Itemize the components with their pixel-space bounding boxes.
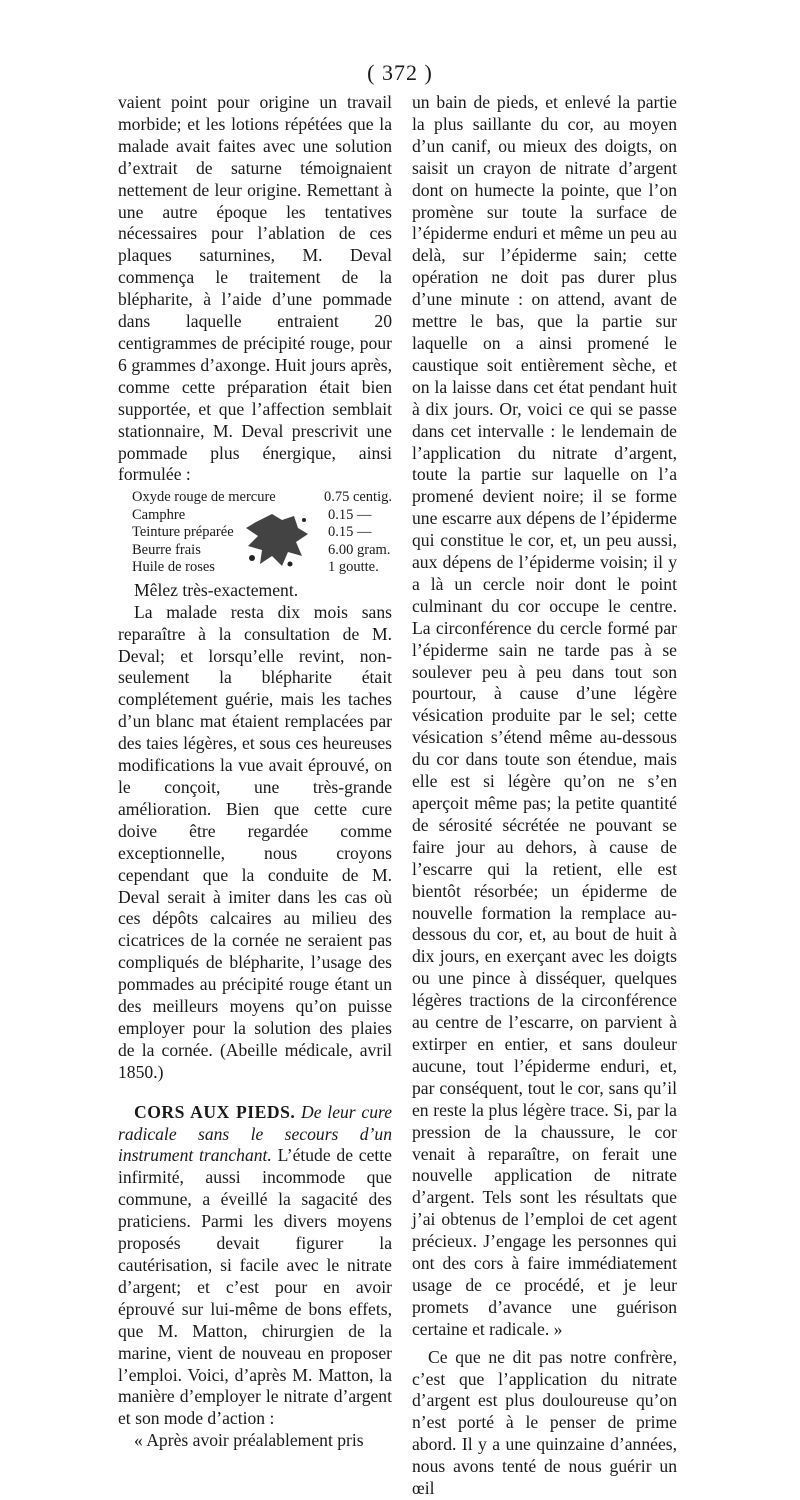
- right-paragraph-2: Ce que ne dit pas notre confrère, c’est que l’application du nitrate d’argent est plus douloureuse qu’on n’est porté à le penser de prime abord. Il y a une quinzaine d’années, nous avons tenté de nous guérir un œil: [412, 1346, 677, 1499]
- formula-row: [132, 559, 392, 577]
- formula-table: [132, 489, 392, 577]
- formula-ingredient: Beurre frais: [132, 541, 201, 558]
- left-column: [118, 92, 392, 1452]
- left-paragraph-1: vaient point pour origine un travail morbide; et les lotions répétées que la malade avait faites avec une solution d’extrait de saturne témoignaient nettement de leur origine. Remettant à une autre époque les tentatives nécessaires pour l’ablation de ces plaques saturnines, M. Deval commença le traitement de la blépharite, à l’aide d’une pommade dans laquelle entraient 20 centigrammes de précipité rouge, pour 6 grammes d’axonge. Huit jours après, comme cette préparation était bien supportée, et que l’affection semblait stationnaire, M. Deval prescrivit une pommade plus énergique, ainsi formulée :: [118, 92, 392, 485]
- spacer: [118, 1084, 392, 1102]
- formula-row: [132, 542, 392, 560]
- formula-quantity: 1 goutte.: [328, 559, 379, 576]
- formula-row: [132, 489, 392, 507]
- formula-ingredient: Teinture préparée: [132, 524, 234, 541]
- formula-row: [132, 507, 392, 525]
- source-citation: (Abeille médicale, avril 1850.): [118, 1039, 392, 1082]
- mix-instruction: Mêlez très-exactement.: [134, 579, 299, 600]
- formula-quantity: 0.15 —: [328, 524, 372, 541]
- left-paragraph-2: [118, 602, 392, 1084]
- left-paragraph-4: « Après avoir préalablement pris: [134, 1430, 364, 1451]
- formula-ingredient: Huile de roses: [132, 559, 215, 576]
- page-number: ( 372 ): [367, 60, 433, 85]
- left-paragraph-3-text: L’étude de cette infirmité, aussi incommode que commune, a éveillé la sagacité des praticiens. Parmi les divers moyens proposés devait figurer la cautérisation, si facile avec le nitrate d’argent; et c’est pour en avoir éprouvé sur lui-même de bons effets, que M. Matton, chirurgien de la marine, vient de nouveau en proposer l’emploi. Voici, d’après M. Matton, la manière d’employer le nitrate d’argent et son mode d’action :: [118, 1145, 392, 1429]
- right-paragraph-1: un bain de pieds, et enlevé la partie la plus saillante du cor, au moyen d’un canif, ou mieux des doigts, on saisit un crayon de nitrate d’argent dont on humecte la pointe, que l’on promène sur toute la surface de l’épiderme enduri et même un peu au delà, sur l’épiderme sain; cette opération ne doit pas durer plus d’une minute : on attend, avant de mettre le bas, que la partie sur laquelle on a ainsi promené le caustique soit entièrement sèche, et on la laisse dans cet état pendant huit à dix jours. Or, voici ce qui se passe dans cet intervalle : le lendemain de l’application du nitrate d’argent, toute la partie sur laquelle on l’a promené devient noire; il se forme une escarre aux dépens de l’épiderme qui constitue le cor, et, un peu aussi, aux dépens de l’épiderme voisin; il y a là un cercle noir dont le point culminant du cor occupe le centre. La circonférence du cercle formé par l’épiderme sain ne tarde pas à se soulever peu à peu dans tout son pourtour, à cause d’une légère vésication produite par le sel; cette vésication s’étend même au-dessous du cor dans toute son étendue, mais elle est si légère qu’on ne s’en aperçoit même pas; la petite quantité de sérosité sécrétée ne pouvant se faire jour au dehors, à cause de l’escarre qui la retient, elle est bientôt résorbée; un épiderme de nouvelle formation la remplace au-dessous du cor, et, au bout de huit à dix jours, en exerçant avec les doigts ou une pince à disséquer, quelques légères tractions de la circonférence au centre de l’escarre, on parvient à extirper en entier, et sans douleur aucune, tout l’épiderme enduri, et, par conséquent, tout le cor, sans qu’il en reste la plus légère trace. Si, par la pression de la chaussure, le cor venait à reparaître, on ferait une nouvelle application de nitrate d’argent. Tels sont les résultats que j’ai obtenus de l’emploi de cet agent précieux. J’engage les personnes qui ont des cors à faire immédiatement usage de ce procédé, et je leur promets d’avance une guérison certaine et radicale. »: [412, 92, 677, 1339]
- section-subtitle: De leur cure radicale sans le secours d’un instrument tranchant.: [118, 1101, 393, 1166]
- section-heading: CORS AUX PIEDS.: [134, 1101, 296, 1122]
- formula-quantity: 6.00 gram.: [328, 541, 391, 558]
- formula-row: [132, 524, 392, 542]
- right-column: [412, 92, 677, 1500]
- formula-ingredient: Oxyde rouge de mercure: [132, 489, 276, 506]
- formula-quantity: 0.15 —: [328, 506, 372, 523]
- formula-quantity: 0.75 centig.: [323, 489, 392, 506]
- left-paragraph-3: [118, 1102, 392, 1431]
- left-paragraph-2-text: La malade resta dix mois sans reparaître à la consultation de M. Deval; et lorsqu’elle revint, non-seulement la blépharite était complétement guérie, mais les taches d’un blanc mat étaient remplacées par des taies légères, et sous ces heureuses modifications la vue avait éprouvé, on le conçoit, une très-grande amélioration. Bien que cette cure doive être regardée comme exceptionnelle, nous croyons cependant que la conduite de M. Deval serait à imiter dans les cas où ces dépôts calcaires au milieu des cicatrices de la cornée ne seraient pas compliqués de blépharite, l’usage des pommades au précipité rouge étant un des meilleurs moyens qu’on puisse employer pour la solution des plaies de la cornée.: [118, 601, 392, 1060]
- formula-ingredient: Camphre: [132, 506, 186, 523]
